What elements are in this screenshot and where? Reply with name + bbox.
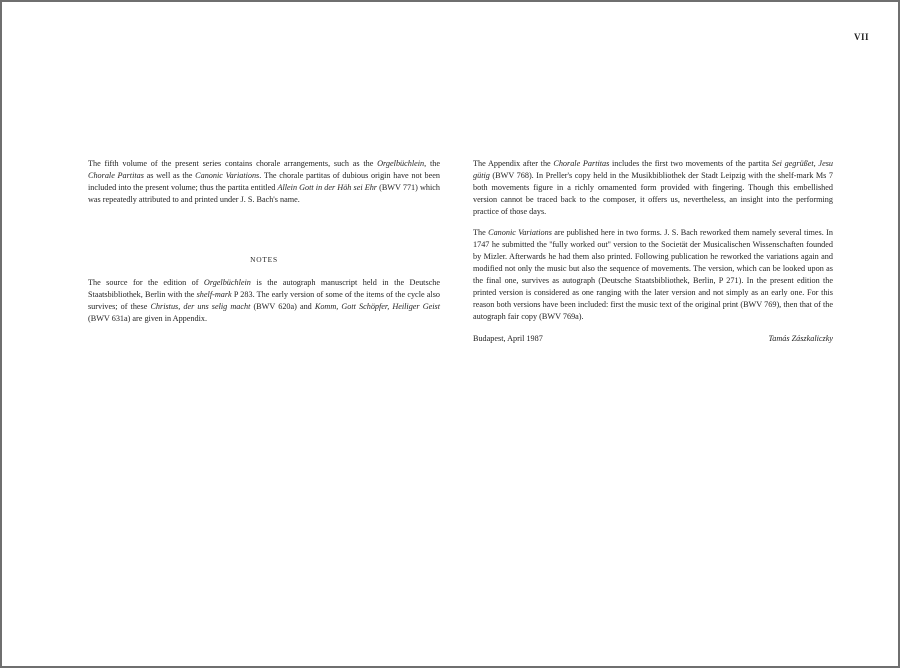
page-number: VII: [853, 32, 869, 42]
intro-text-1: The fifth volume of the present series contains chorale arrangements, such as the: [88, 159, 378, 168]
canonic-text-1: The: [473, 228, 489, 237]
intro-paragraph: [88, 158, 440, 206]
appendix-text-1: The Appendix after the: [473, 159, 554, 168]
canonic-title-canonic-variations: Canonic Variations: [488, 228, 552, 237]
notes-paragraph: [88, 277, 440, 325]
intro-text-2: , the: [424, 159, 440, 168]
notes-text-4: (BWV 620a) and: [250, 302, 315, 311]
notes-text-3: P 283. The early version of some of the items of the cycle also survives; of these: [88, 290, 440, 311]
intro-title-orgelbuchlein: Orgelbüchlein: [377, 159, 425, 168]
place-date: Budapest, April 1987: [473, 334, 543, 343]
intro-title-allein-gott: Allein Gott in der Höh sei Ehr: [277, 183, 377, 192]
appendix-title-chorale-partitas: Chorale Partitas: [553, 159, 610, 168]
canonic-text-2: are published here in two forms. J. S. Bach reworked them namely several times. In 1747 he submitted the ''fully worked out'' version to the Societät der Musicalischen Wissenschaften founded by Mizler. Afterwards he had them also printed. Following publication he reworked the variations again and modified not only the music but also the sequence of movements. The version, which can be looked upon as the final one, survives as autograph (Deutsche Staatsbibliothek, Berlin, P 271). In the present edition the printed version is considered as one ranging with the later version and not simply as an early one. For this reason both versions have been included: first the music text of the original print (BWV 769), then that of the autograph fair copy (BWV 769a).: [473, 228, 833, 321]
appendix-paragraph: [473, 158, 833, 218]
right-column: [473, 158, 833, 345]
appendix-title-sei-gegrusset: Sei gegrüßet, Jesu gütig: [473, 159, 833, 180]
canonic-paragraph: [473, 227, 833, 323]
author-signature: Tamás Zászkaliczky: [768, 334, 833, 343]
notes-text-1: The source for the edition of: [88, 278, 204, 287]
intro-title-canonic-variations: Canonic Variations: [195, 171, 260, 180]
notes-title-orgelbuchlein: Orgelbüchlein: [203, 278, 251, 287]
notes-heading: NOTES: [250, 255, 278, 264]
notes-term-shelf-mark: shelf-mark: [196, 290, 232, 299]
appendix-text-2: includes the first two movements of the partita: [609, 159, 772, 168]
signature-line: [473, 333, 833, 345]
left-column: [88, 158, 440, 334]
notes-title-christus: Christus, der uns selig macht: [150, 302, 251, 311]
notes-text-2: is the autograph manuscript held in the Deutsche Staatsbibliothek, Berlin with the: [88, 278, 440, 299]
appendix-text-3: (BWV 768). In Preller's copy held in the Musikbibliothek der Stadt Leipzig with the shelf-mark Ms 7 both movements figure in a richly ornamented form provided with fingering. Though this embellished version cannot be traced back to the composer, it offers us, nevertheless, an insight into the performing practice of those days.: [473, 171, 833, 216]
intro-title-chorale-partitas: Chorale Partitas: [88, 171, 144, 180]
notes-text-5: (BWV 631a) are given in Appendix.: [88, 314, 207, 323]
intro-text-4: . The chorale partitas of dubious origin have not been included into the present volume; thus the partita entitled: [88, 171, 440, 192]
intro-text-5: (BWV 771) which was repeatedly attributed to and printed under J. S. Bach's name.: [88, 183, 440, 204]
intro-text-3: as well as the: [143, 171, 196, 180]
notes-title-komm-gott: Komm, Gott Schöpfer, Heiliger Geist: [314, 302, 440, 311]
